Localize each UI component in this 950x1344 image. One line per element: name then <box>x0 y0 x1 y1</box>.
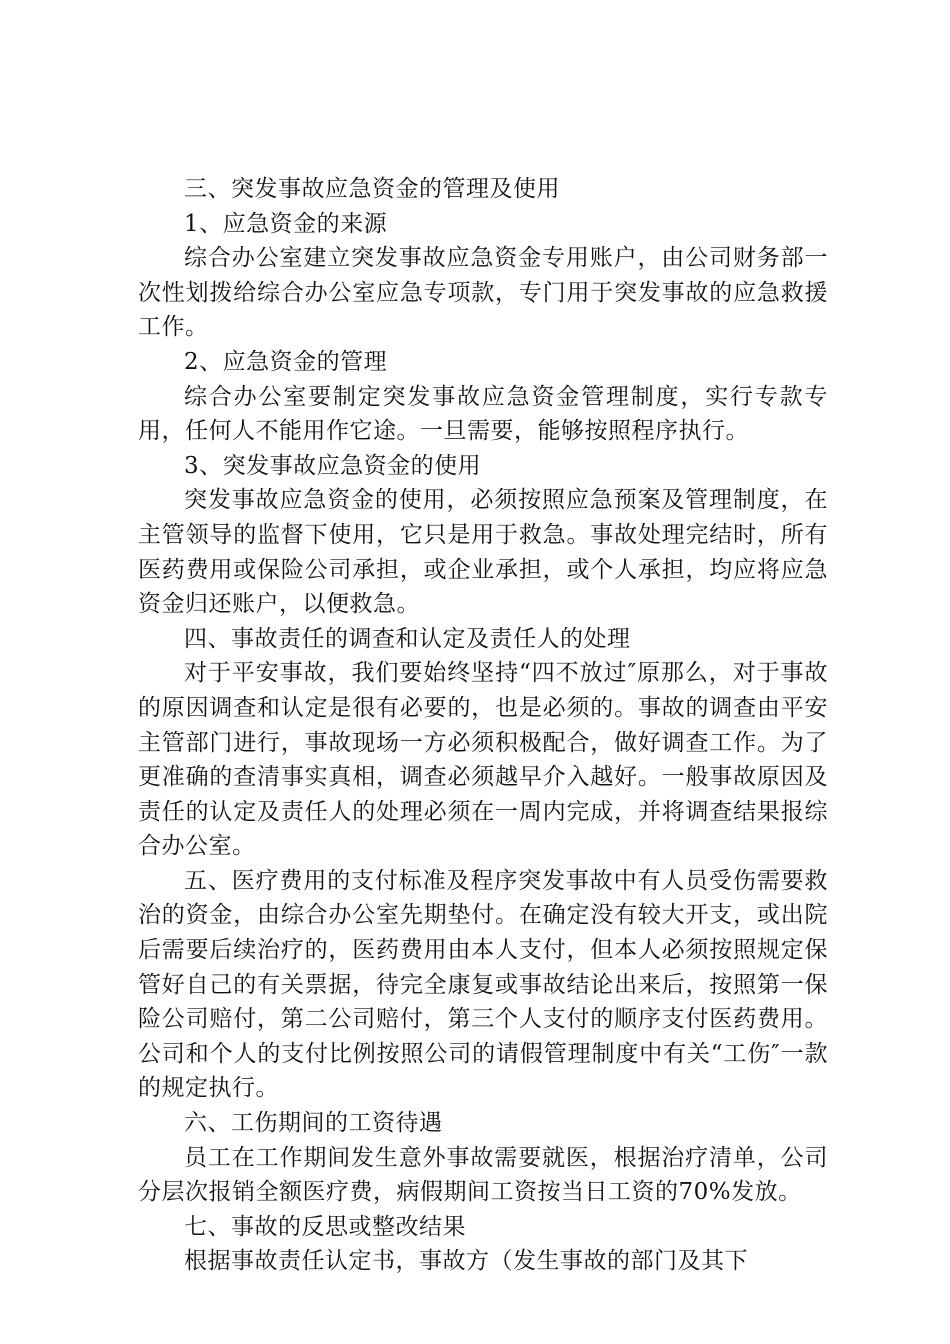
paragraph-fund-usage: 突发事故应急资金的使用，必须按照应急预案及管理制度，在主管领导的监督下使用，它只是用于救急。事故处理完结时，所有医药费用或保险公司承担，或企业承担，或个人承担，均应将应急资金归还账户，以便救急。 <box>138 487 828 618</box>
subheading-fund-source: 1、应急资金的来源 <box>184 210 388 237</box>
paragraph-fund-management: 综合办公室要制定突发事故应急资金管理制度，实行专款专用，任何人不能用作它途。一旦需要，能够按照程序执行。 <box>138 383 828 445</box>
section-heading-wages: 六、工伤期间的工资待遇 <box>184 1110 443 1137</box>
paragraph-medical-costs: 五、医疗费用的支付标准及程序突发事故中有人员受伤需要救治的资金，由综合办公室先期垫付。在确定没有较大开支，或出院后需要后续治疗的，医药费用由本人支付，但本人必须按照规定保管好自己的有关票据，待完全康复或事故结论出来后，按照第一保险公司赔付，第二公司赔付，第三个人支付的顺序支付医药费用。公司和个人的支付比例按照公司的请假管理制度中有关“工伤″一款的规定执行。 <box>138 867 828 1102</box>
subheading-fund-usage: 3、突发事故应急资金的使用 <box>184 452 482 479</box>
paragraph-fund-source: 综合办公室建立突发事故应急资金专用账户，由公司财务部一次性划拨给综合办公室应急专项款，专门用于突发事故的应急救援工作。 <box>138 245 828 341</box>
paragraph-wages: 员工在工作期间发生意外事故需要就医，根据治疗清单，公司分层次报销全额医疗费，病假期间工资按当日工资的70%发放。 <box>138 1144 828 1206</box>
section-heading-investigation: 四、事故责任的调查和认定及责任人的处理 <box>184 625 631 652</box>
document-page <box>138 172 828 1279</box>
section-heading-emergency-funds: 三、突发事故应急资金的管理及使用 <box>184 176 560 202</box>
paragraph-investigation: 对于平安事故，我们要始终坚持“四不放过″原那么，对于事故的原因调查和认定是很有必要的，也是必须的。事故的调查由平安主管部门进行，事故现场一方必须积极配合，做好调查工作。为了更准确的查清事实真相，调查必须越早介入越好。一般事故原因及责任的认定及责任人的处理必须在一周内完成，并将调查结果报综合办公室。 <box>138 660 828 860</box>
subheading-fund-management: 2、应急资金的管理 <box>184 348 388 375</box>
paragraph-reflection: 根据事故责任认定书，事故方（发生事故的部门及其下 <box>184 1248 748 1275</box>
section-heading-reflection: 七、事故的反思或整改结果 <box>184 1213 466 1240</box>
